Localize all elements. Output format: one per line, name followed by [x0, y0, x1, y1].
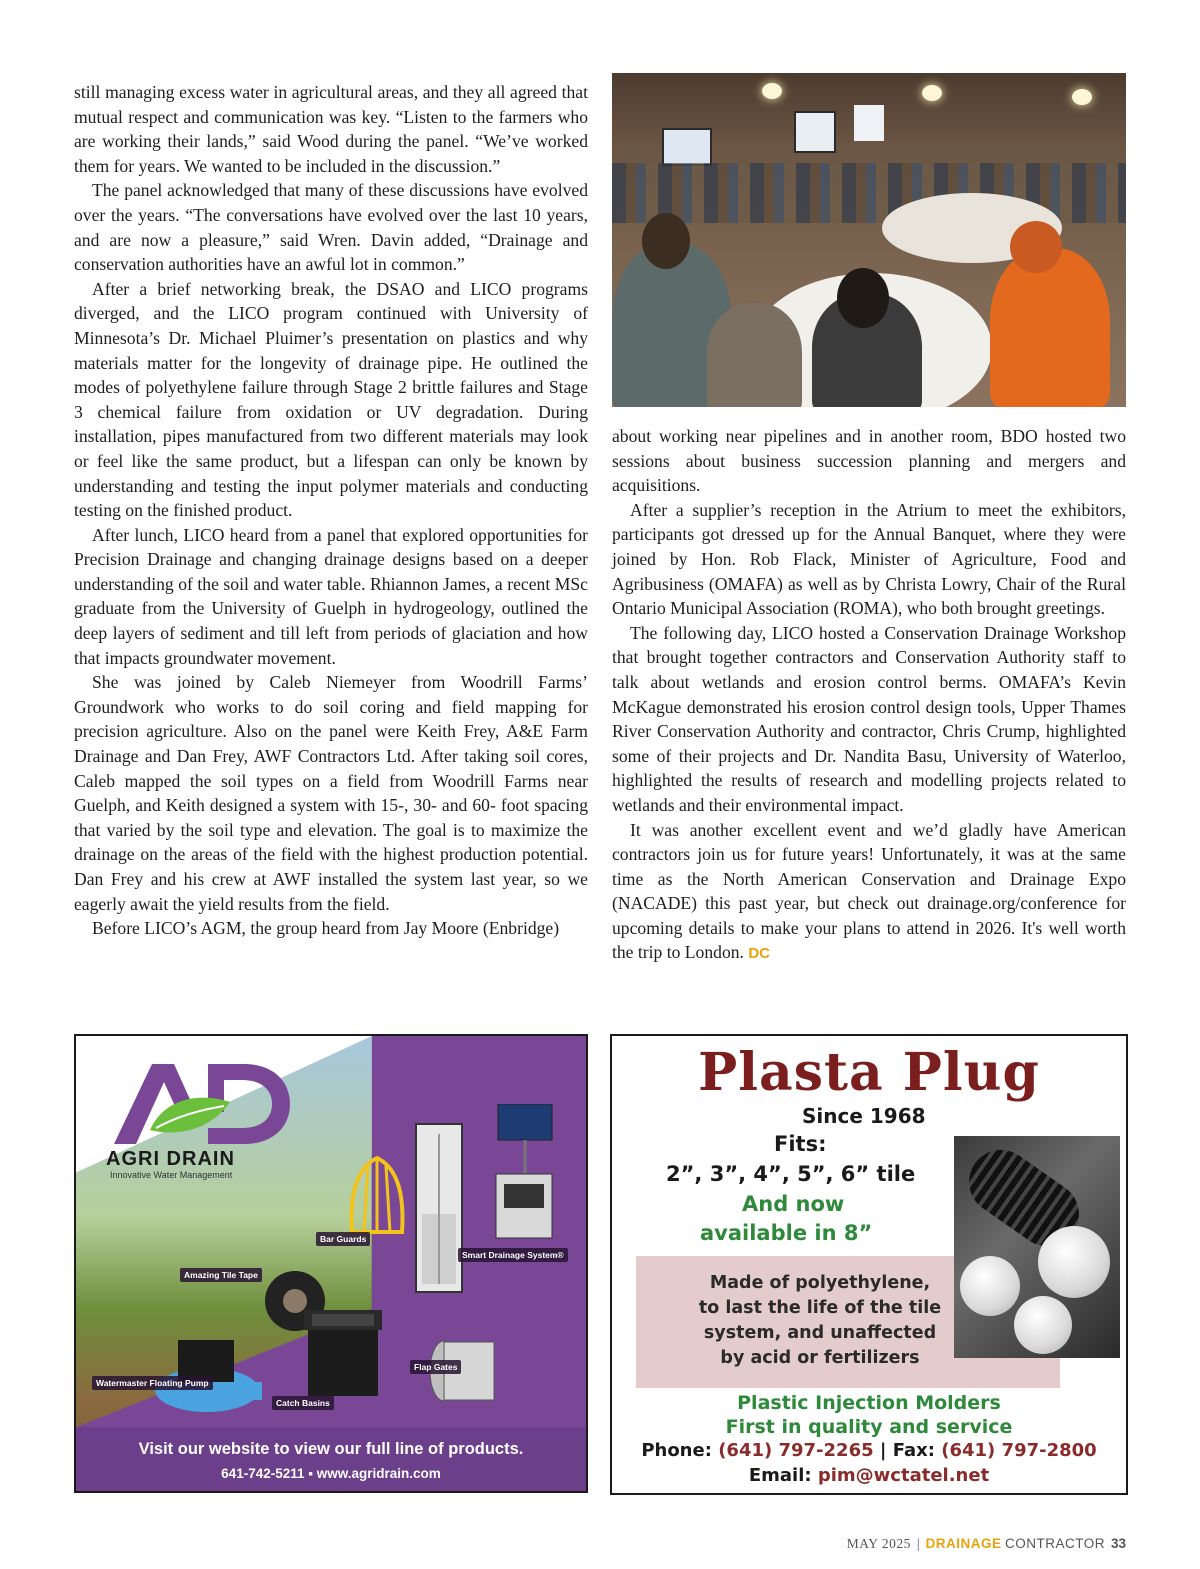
smart-drainage-label: Smart Drainage System®	[458, 1248, 568, 1262]
bar-guards-label: Bar Guards	[316, 1232, 370, 1246]
fax-label: Fax:	[892, 1440, 935, 1461]
paragraph: still managing excess water in agricultural areas, and they all agreed that mutual respect and communication was key. “Listen to the farmers who are working their lands,” said Wood during the panel. “We’ve worked them for years. We wanted to be included in the discussion.”	[74, 82, 588, 176]
phone-number[interactable]: (641) 797-2265	[718, 1440, 874, 1461]
agri-drain-brand: AGRI DRAIN	[106, 1148, 235, 1170]
attendee-head	[837, 268, 889, 328]
attendee	[707, 303, 802, 407]
agri-drain-contact[interactable]: 641-742-5211 ▪ www.agridrain.com	[221, 1466, 441, 1481]
paragraph: After a supplier’s reception in the Atrium to meet the exhibitors, participants got dressed up for the Annual Banquet, where they were joined by Hon. Rob Flack, Minister of Agriculture, Food and Agribusiness (OMAFA) as well as by Christa Lowry, Chair of the Rural Ontario Municipal Association (ROMA), who both brought greetings.	[612, 499, 1126, 619]
product-photo	[954, 1136, 1120, 1358]
phone-label: Phone:	[641, 1440, 712, 1461]
plasta-plug-title: Plasta Plug	[698, 1042, 1040, 1103]
plasta-plug-ad[interactable]	[610, 1034, 1128, 1495]
since-text: Since 1968	[802, 1104, 926, 1128]
event-photo	[612, 73, 1126, 407]
issue-date: MAY 2025	[846, 1536, 911, 1551]
paragraph: She was joined by Caleb Niemeyer from Woodrill Farms’ Groundwork who works to do soil coring and field mapping for precision agriculture. Also on the panel were Keith Frey, A&E Farm Drainage and Dan Frey, AWF Contractors Ltd. After taking soil cores, Caleb mapped the soil types on a field from Woodrill Farms near Guelph, and Keith designed a system with 15-, 30- and 60- foot spacing that varied by the soil type and elevation. The goal is to maximize the drainage on the areas of the field with the highest production potential. Dan Frey and his crew at AWF installed the system last year, so we eagerly await the yield results from the field.	[74, 672, 588, 914]
flap-gates-label: Flap Gates	[410, 1360, 461, 1374]
floating-pump-icon	[152, 1332, 262, 1416]
divider: |	[879, 1440, 887, 1461]
email-address[interactable]: pim@wctatel.net	[817, 1465, 990, 1486]
paragraph: about working near pipelines and in another room, BDO hosted two sessions about business succession planning and mergers and acquisitions.	[612, 426, 1126, 496]
catch-basins-label: Catch Basins	[272, 1396, 334, 1410]
slogan-text: First in quality and service	[725, 1416, 1013, 1438]
company-text: Plastic Injection Molders	[737, 1392, 1001, 1414]
agri-drain-ad[interactable]	[74, 1034, 588, 1493]
agri-drain-logo-icon	[104, 1056, 294, 1148]
presentation-screen	[662, 128, 712, 166]
magazine-name-part2: CONTRACTOR	[1004, 1536, 1105, 1551]
article-column-right	[612, 424, 1126, 967]
feature-line: to last the life of the tile	[698, 1298, 942, 1318]
catch-basin-icon	[298, 1302, 388, 1402]
fits-text: Fits:	[774, 1132, 827, 1156]
agri-drain-subtitle: Innovative Water Management	[110, 1170, 233, 1180]
floating-pump-label: Watermaster Floating Pump	[92, 1376, 213, 1390]
paragraph	[612, 818, 1126, 968]
presentation-screen	[794, 111, 836, 153]
paragraph-text: It was another excellent event and we’d gladly have American contractors join us for future years! Unfortunately, it was at the same time as the North American Conservation and Drainage Expo (NACADE) this past year, but check out drainage.org/conference for upcoming details to make your plans to attend in 2026. It's well worth the trip to London.	[612, 819, 1126, 963]
chandelier	[1072, 89, 1092, 105]
agri-drain-tagline: Visit our website to view our full line of products.	[138, 1440, 524, 1458]
attendee-head	[1010, 221, 1062, 273]
fax-number: (641) 797-2800	[941, 1440, 1097, 1461]
paragraph: After a brief networking break, the DSAO and LICO programs diverged, and the LICO program continued with University of Minnesota’s Dr. Michael Pluimer’s presentation on plastics and why materials matter for the longevity of drainage pipe. He outlined the modes of polyethylene failure through Stage 2 brittle failures and Stage 3 chemical failure from oxidation or UV degradation. During installation, pipes manufactured from two different materials may look or feel like the same product, but a lifespan can only be known by understanding and testing the input polymer materials and conducting testing on the finished product.	[74, 278, 588, 521]
feature-line: system, and unaffected	[703, 1323, 937, 1343]
tile-tape-label: Amazing Tile Tape	[180, 1268, 262, 1282]
email-label: Email:	[748, 1465, 812, 1486]
presentation-screen	[854, 105, 884, 141]
attendee	[990, 248, 1110, 407]
sizes-text: 2”, 3”, 4”, 5”, 6” tile	[666, 1162, 916, 1186]
chandelier	[922, 85, 942, 101]
feature-text	[636, 1271, 1004, 1371]
article-column-left	[74, 80, 588, 941]
bar-guard-icon	[342, 1152, 412, 1242]
footer-separator: |	[916, 1536, 920, 1551]
plug-icon	[1014, 1296, 1072, 1354]
email-line	[612, 1465, 1126, 1486]
paragraph: The following day, LICO hosted a Conservation Drainage Workshop that brought together contractors and Conservation Authority staff to talk about wetlands and erosion control berms. OMAFA’s Kevin McKague demonstrated his erosion control design tools, Upper Thames River Conservation Authority and contractor, Chris Crump, highlighted some of their projects and Dr. Nandita Basu, University of Waterloo, highlighted the results of research and modelling projects related to wetlands and their environmental impact.	[612, 622, 1126, 815]
ad-bottom-bar	[76, 1427, 586, 1491]
available-text: available in 8”	[700, 1221, 873, 1245]
paragraph: After lunch, LICO heard from a panel that explored opportunities for Precision Drainage and changing drainage designs based on a deeper understanding of the soil and water table. Rhiannon James, a recent MSc graduate from the University of Guelph in hydrogeology, outlined the deep layers of sediment and till left from periods of glaciation and how that impacts groundwater movement.	[74, 524, 588, 668]
plug-icon	[1038, 1226, 1110, 1298]
plug-icon	[960, 1256, 1020, 1316]
smart-drainage-system-icon	[402, 1104, 562, 1294]
phone-fax-line	[612, 1440, 1126, 1461]
chandelier	[762, 83, 782, 99]
end-mark: DC	[748, 945, 771, 963]
feature-line: Made of polyethylene,	[709, 1273, 931, 1293]
feature-line: by acid or fertilizers	[720, 1348, 920, 1368]
page-number: 33	[1110, 1536, 1126, 1551]
paragraph: Before LICO’s AGM, the group heard from Jay Moore (Enbridge)	[92, 918, 560, 939]
page-footer	[847, 1536, 1126, 1552]
paragraph: The panel acknowledged that many of these discussions have evolved over the years. “The conversations have evolved over the last 10 years, and are now a pleasure,” said Wren. Davin added, “Drainage and conservation authorities have an awful lot in common.”	[74, 180, 588, 275]
attendee-head	[642, 213, 690, 269]
magazine-name-part1: DRAINAGE	[925, 1536, 1002, 1551]
now-text: And now	[742, 1192, 845, 1216]
